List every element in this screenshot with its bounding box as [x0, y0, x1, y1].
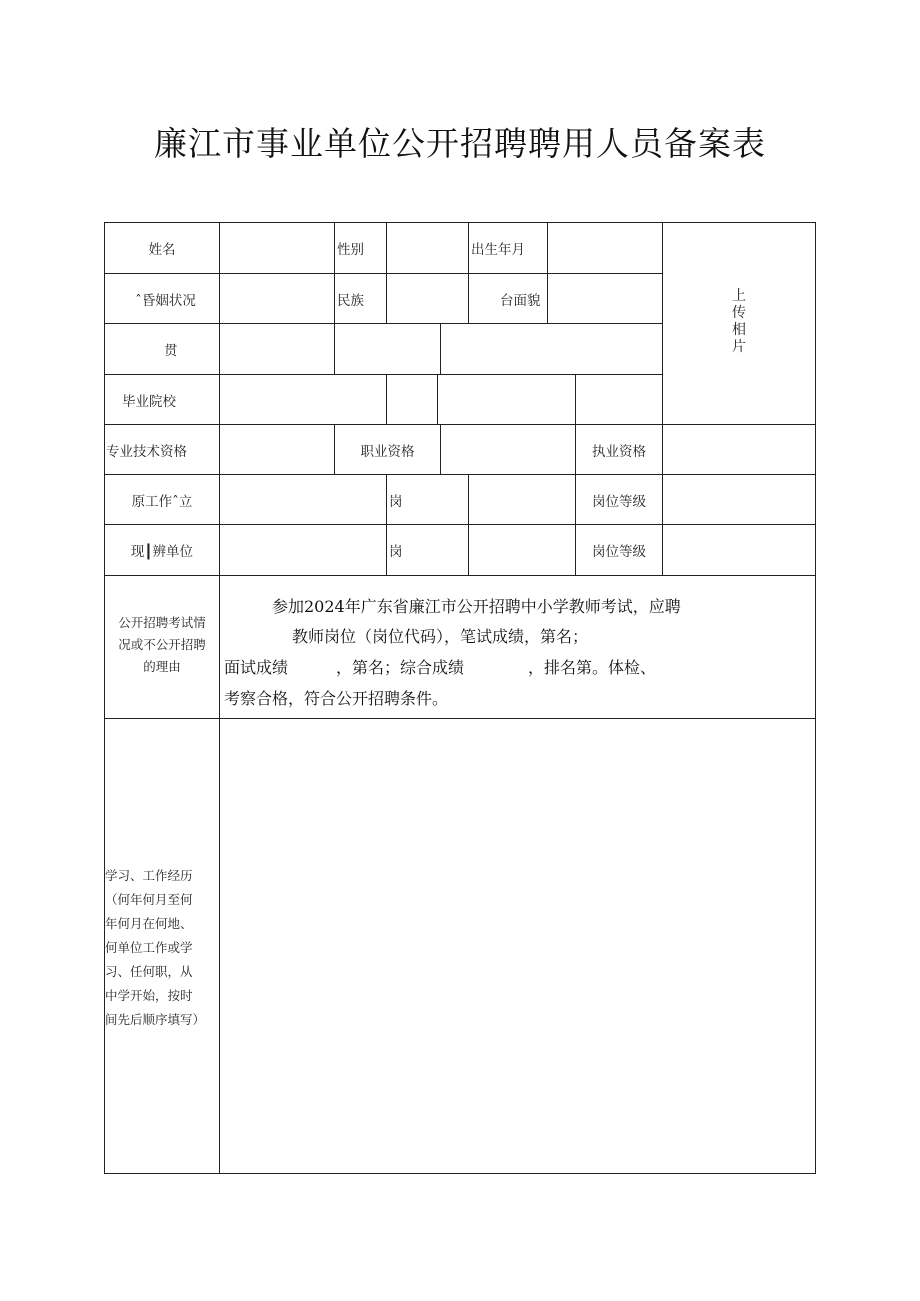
photo-char: 传	[732, 305, 746, 321]
ethnicity-input-cell[interactable]	[387, 274, 468, 323]
original-unit-label: 原工作ˆ立	[131, 493, 193, 510]
current-post-label: 岗	[389, 544, 403, 560]
photo-char: 相	[732, 322, 746, 338]
history-label-line: 学习、工作经历	[105, 868, 193, 883]
original-unit-input-cell[interactable]	[220, 475, 386, 524]
current-unit-label: 现┃辨单位	[130, 544, 194, 560]
name-input-cell[interactable]	[220, 223, 334, 273]
history-label-line: 间先后顺序填写）	[105, 1012, 206, 1027]
political-status-input-cell[interactable]	[548, 274, 662, 323]
column-divider	[386, 474, 387, 575]
tech-qualification-label: 专业技术资格	[106, 443, 187, 460]
photo-upload-label	[731, 288, 747, 356]
original-post-label: 岗	[389, 493, 403, 510]
school-input-cell[interactable]	[220, 375, 386, 424]
current-post-grade-input-cell[interactable]	[663, 525, 815, 575]
form-title: 廉江市事业单位公开招聘聘用人员备案表	[154, 124, 766, 163]
name-label: 姓名	[148, 242, 176, 258]
original-post-input-cell[interactable]	[469, 475, 575, 524]
ethnicity-label: 民族	[337, 292, 364, 309]
history-label	[105, 864, 219, 1032]
column-divider	[468, 222, 469, 323]
birth-date-label: 出生年月	[471, 242, 525, 258]
original-post-grade-label: 岗位等级	[592, 493, 646, 510]
exam-result-line: 面试成绩 ，第名；综合成绩 ，排名第。体检、	[224, 658, 657, 677]
photo-char: 片	[732, 339, 746, 355]
native-extra-cell[interactable]	[335, 324, 440, 374]
practice-qualification-label: 执业资格	[592, 443, 646, 460]
exam-result-line: 考察合格，符合公开招聘条件。	[224, 689, 449, 708]
exam-reason-label-line: 公开招聘考试情	[118, 615, 206, 630]
birth-date-input-cell[interactable]	[548, 223, 662, 273]
exam-result-line: 教师岗位（岗位代码），笔试成绩，第名；	[292, 627, 589, 646]
exam-result-line: 参加2024年广东省廉江市公开招聘中小学教师考试，应聘	[272, 597, 681, 616]
history-label-line: 中学开始，按时	[105, 988, 193, 1003]
history-label-line: 习、任何职，从	[105, 964, 193, 979]
job-qualification-input-cell[interactable]	[441, 425, 575, 474]
native-place-label: 贯	[164, 343, 178, 359]
native-place-input-cell[interactable]	[220, 324, 334, 374]
exam-reason-label-line: 况或不公开招聘	[118, 637, 206, 652]
history-label-line: 何单位工作或学	[105, 940, 193, 955]
school-extra-cell[interactable]	[438, 375, 575, 424]
current-unit-input-cell[interactable]	[220, 525, 386, 575]
exam-reason-label-line: 的理由	[143, 659, 181, 674]
native-extra-cell[interactable]	[441, 324, 662, 374]
original-post-grade-input-cell[interactable]	[663, 475, 815, 524]
current-post-grade-label: 岗位等级	[592, 544, 646, 560]
row-divider	[104, 575, 816, 576]
school-label: 毕业院校	[122, 393, 176, 410]
marital-status-input-cell[interactable]	[220, 274, 334, 323]
history-label-line: （何年何月至何	[105, 892, 193, 907]
current-post-input-cell[interactable]	[469, 525, 575, 575]
school-extra-cell[interactable]	[387, 375, 437, 424]
tech-qualification-input-cell[interactable]	[220, 425, 334, 474]
exam-reason-label	[105, 612, 219, 678]
school-extra-cell[interactable]	[576, 375, 662, 424]
practice-qualification-input-cell[interactable]	[663, 425, 815, 474]
job-qualification-label: 职业资格	[360, 443, 415, 460]
history-input-area[interactable]	[220, 719, 815, 1173]
history-label-line: 年何月在何地、	[105, 916, 193, 931]
political-status-label: 台面貌	[500, 292, 541, 309]
photo-char: 上	[732, 288, 746, 304]
marital-status-label: ˆ昏姻状况	[135, 292, 196, 309]
gender-label: 性别	[337, 242, 364, 258]
gender-input-cell[interactable]	[387, 223, 468, 273]
